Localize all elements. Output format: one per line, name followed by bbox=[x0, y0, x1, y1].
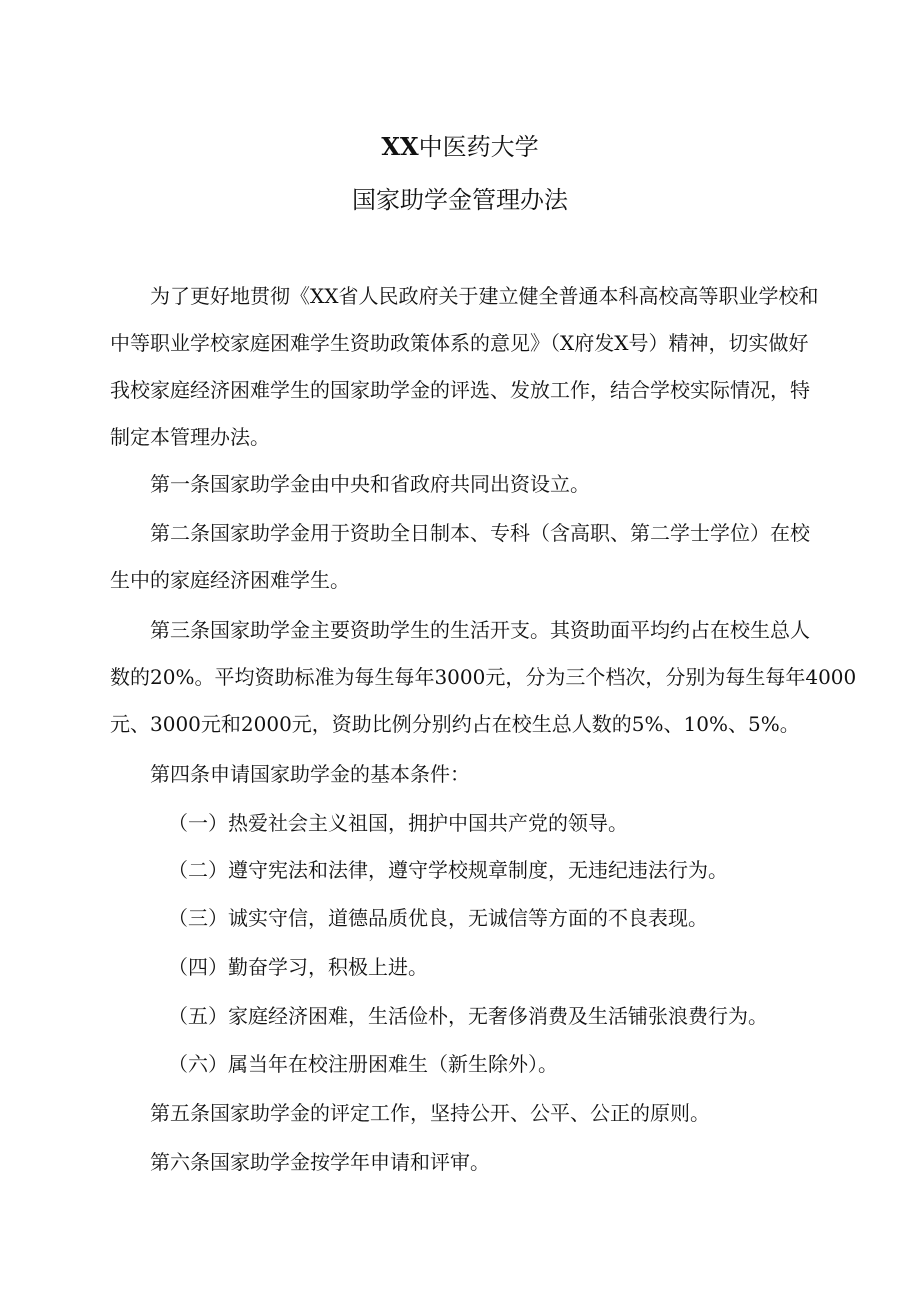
article-2-line: 生中的家庭经济困难学生。 bbox=[110, 568, 350, 592]
article-3-line: 元、3000元和2000元，资助比例分别约占在校生总人数的5%、10%、5%。 bbox=[110, 712, 800, 736]
condition-item: （六）属当年在校注册困难生（新生除外）。 bbox=[168, 1052, 558, 1076]
condition-item: （五）家庭经济困难，生活俭朴，无奢侈消费及生活铺张浪费行为。 bbox=[168, 1004, 768, 1028]
preamble-line: 为了更好地贯彻《XX省人民政府关于建立健全普通本科高校高等职业学校和 bbox=[150, 284, 819, 308]
article-1: 第一条国家助学金由中央和省政府共同出资设立。 bbox=[150, 472, 590, 496]
preamble-line: 中等职业学校家庭困难学生资助政策体系的意见》（X府发X号）精神，切实做好 bbox=[110, 331, 809, 355]
article-2-line: 第二条国家助学金用于资助全日制本、专科（含高职、第二学士学位）在校 bbox=[150, 521, 810, 545]
condition-item: （四）勤奋学习，积极上进。 bbox=[168, 955, 428, 979]
document-subtitle: 国家助学金管理办法 bbox=[352, 186, 568, 214]
title-rest: 中医药大学 bbox=[418, 133, 539, 161]
article-5: 第五条国家助学金的评定工作，坚持公开、公平、公正的原则。 bbox=[150, 1101, 710, 1125]
preamble-line: 制定本管理办法。 bbox=[110, 425, 270, 449]
article-3-line: 数的20%。平均资助标准为每生每年3000元，分为三个档次，分别为每生每年4000 bbox=[110, 665, 857, 689]
title-prefix: XX bbox=[381, 132, 419, 161]
article-6: 第六条国家助学金按学年申请和评审。 bbox=[150, 1150, 490, 1174]
article-4: 第四条申请国家助学金的基本条件： bbox=[150, 762, 470, 786]
document-title bbox=[0, 132, 920, 162]
condition-item: （二）遵守宪法和法律，遵守学校规章制度，无违纪违法行为。 bbox=[168, 858, 728, 882]
condition-item: （一）热爱社会主义祖国，拥护中国共产党的领导。 bbox=[168, 811, 628, 835]
preamble-line: 我校家庭经济困难学生的国家助学金的评选、发放工作，结合学校实际情况，特 bbox=[110, 378, 810, 402]
condition-item: （三）诚实守信，道德品质优良，无诚信等方面的不良表现。 bbox=[168, 906, 708, 930]
article-3-line: 第三条国家助学金主要资助学生的生活开支。其资助面平均约占在校生总人 bbox=[150, 618, 810, 642]
